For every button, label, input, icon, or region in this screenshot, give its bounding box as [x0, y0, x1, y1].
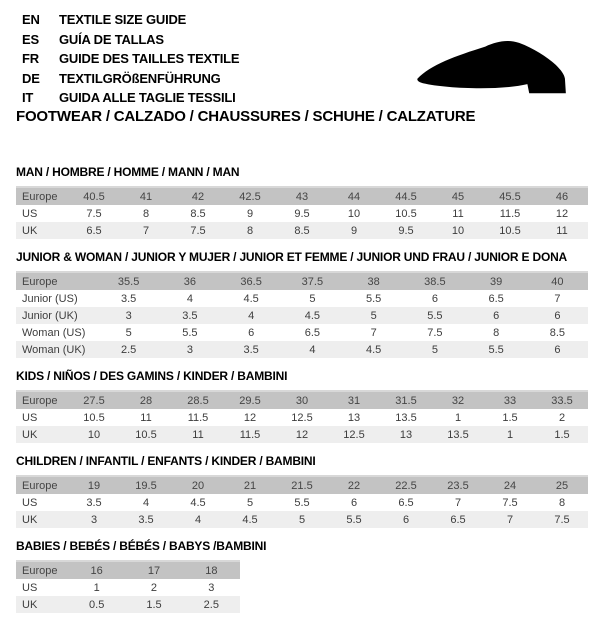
size-value: 30	[276, 391, 328, 409]
table-row	[16, 494, 588, 511]
size-value: 3.5	[120, 511, 172, 528]
size-value: 3.5	[159, 307, 220, 324]
size-table-man	[16, 186, 588, 239]
size-value: 3.5	[221, 341, 282, 358]
size-value: 13.5	[380, 409, 432, 426]
size-table-babies	[16, 560, 240, 613]
size-value: 2	[125, 579, 182, 596]
size-value: 6	[404, 290, 465, 307]
size-value: 38.5	[404, 272, 465, 290]
size-value: 28	[120, 391, 172, 409]
size-value: 3	[159, 341, 220, 358]
size-value: 3.5	[68, 494, 120, 511]
table-row	[16, 205, 588, 222]
size-value: 36	[159, 272, 220, 290]
size-value: 5.5	[404, 307, 465, 324]
size-table-children	[16, 475, 588, 528]
language-row-it	[22, 88, 239, 108]
size-value: 5.5	[159, 324, 220, 341]
row-label: US	[16, 409, 68, 426]
size-value: 7.5	[404, 324, 465, 341]
size-value: 45	[432, 187, 484, 205]
size-value: 7.5	[536, 511, 588, 528]
size-value: 31	[328, 391, 380, 409]
row-label: US	[16, 579, 68, 596]
row-label: Europe	[16, 187, 68, 205]
size-value: 4	[120, 494, 172, 511]
size-value: 7	[120, 222, 172, 239]
language-code: IT	[22, 90, 34, 105]
size-table-junior-woman	[16, 271, 588, 358]
size-value: 11.5	[224, 426, 276, 443]
section-heading: BABIES / BEBÉS / BÉBÉS / BABYS /BAMBINI	[16, 539, 267, 553]
section-heading: JUNIOR & WOMAN / JUNIOR Y MUJER / JUNIOR ET FEMME / JUNIOR UND FRAU / JUNIOR E DONA	[16, 250, 568, 264]
size-value: 5.5	[343, 290, 404, 307]
section-heading: KIDS / NIÑOS / DES GAMINS / KINDER / BAMBINI	[16, 369, 288, 383]
size-value: 5	[404, 341, 465, 358]
size-value: 23.5	[432, 476, 484, 494]
size-value: 17	[125, 561, 182, 579]
section-man	[16, 165, 588, 239]
size-value: 7.5	[484, 494, 536, 511]
size-value: 6.5	[432, 511, 484, 528]
table-row	[16, 187, 588, 205]
table-row	[16, 511, 588, 528]
row-label: UK	[16, 222, 68, 239]
row-label: Europe	[16, 272, 98, 290]
section-kids	[16, 369, 588, 443]
size-value: 3	[98, 307, 159, 324]
size-value: 42.5	[224, 187, 276, 205]
size-value: 6	[221, 324, 282, 341]
section-babies	[16, 539, 588, 613]
row-label: US	[16, 205, 68, 222]
table-row	[16, 409, 588, 426]
size-value: 8	[536, 494, 588, 511]
size-value: 21.5	[276, 476, 328, 494]
size-value: 6.5	[68, 222, 120, 239]
size-table-kids	[16, 390, 588, 443]
size-value: 11.5	[172, 409, 224, 426]
size-value: 33	[484, 391, 536, 409]
size-value: 5	[276, 511, 328, 528]
size-value: 4	[172, 511, 224, 528]
table-row	[16, 579, 240, 596]
size-value: 11	[120, 409, 172, 426]
size-value: 12	[276, 426, 328, 443]
size-value: 1	[68, 579, 125, 596]
size-value: 6	[527, 307, 588, 324]
language-label: TEXTILE SIZE GUIDE	[59, 12, 187, 27]
size-value: 45.5	[484, 187, 536, 205]
size-value: 11	[172, 426, 224, 443]
size-value: 5.5	[328, 511, 380, 528]
language-label: GUIDE DES TAILLES TEXTILE	[59, 51, 240, 66]
size-value: 3	[183, 579, 240, 596]
size-value: 6	[527, 341, 588, 358]
size-value: 36.5	[221, 272, 282, 290]
size-value: 8	[120, 205, 172, 222]
size-value: 10.5	[120, 426, 172, 443]
language-row-de	[22, 69, 239, 89]
size-value: 6	[328, 494, 380, 511]
size-value: 39	[466, 272, 527, 290]
size-value: 12	[536, 205, 588, 222]
table-row	[16, 324, 588, 341]
size-value: 7	[484, 511, 536, 528]
size-value: 7.5	[172, 222, 224, 239]
size-value: 21	[224, 476, 276, 494]
size-value: 10.5	[484, 222, 536, 239]
size-value: 6.5	[282, 324, 343, 341]
language-code: EN	[22, 12, 40, 27]
language-row-en	[22, 10, 239, 30]
row-label: Woman (US)	[16, 324, 98, 341]
size-value: 6	[466, 307, 527, 324]
section-heading: CHILDREN / INFANTIL / ENFANTS / KINDER / BAMBINI	[16, 454, 316, 468]
size-value: 6.5	[380, 494, 432, 511]
size-value: 19	[68, 476, 120, 494]
size-value: 22	[328, 476, 380, 494]
size-value: 29.5	[224, 391, 276, 409]
table-row	[16, 391, 588, 409]
table-row	[16, 476, 588, 494]
language-row-fr	[22, 49, 239, 69]
section-children	[16, 454, 588, 528]
size-value: 8.5	[172, 205, 224, 222]
language-label: GUÍA DE TALLAS	[59, 31, 164, 47]
language-label: GUIDA ALLE TAGLIE TESSILI	[59, 90, 236, 105]
size-value: 11.5	[484, 205, 536, 222]
size-value: 6.5	[466, 290, 527, 307]
size-value: 4.5	[221, 290, 282, 307]
size-value: 12.5	[328, 426, 380, 443]
size-value: 2	[536, 409, 588, 426]
size-value: 4.5	[282, 307, 343, 324]
size-value: 4.5	[224, 511, 276, 528]
size-value: 13	[380, 426, 432, 443]
size-value: 8	[224, 222, 276, 239]
size-value: 9.5	[380, 222, 432, 239]
size-value: 3.5	[98, 290, 159, 307]
size-value: 7.5	[68, 205, 120, 222]
size-value: 7	[432, 494, 484, 511]
size-value: 13	[328, 409, 380, 426]
size-value: 46	[536, 187, 588, 205]
size-value: 5	[282, 290, 343, 307]
size-value: 41	[120, 187, 172, 205]
table-row	[16, 272, 588, 290]
size-value: 12.5	[276, 409, 328, 426]
size-value: 10	[328, 205, 380, 222]
size-value: 8	[466, 324, 527, 341]
size-value: 42	[172, 187, 224, 205]
size-value: 22.5	[380, 476, 432, 494]
size-value: 24	[484, 476, 536, 494]
size-value: 4.5	[172, 494, 224, 511]
row-label: Europe	[16, 391, 68, 409]
language-label: TEXTILGRÖßENFÜHRUNG	[59, 70, 221, 86]
size-value: 7	[527, 290, 588, 307]
language-row-es	[22, 30, 239, 50]
size-value: 5	[224, 494, 276, 511]
table-row	[16, 596, 240, 613]
size-value: 1.5	[484, 409, 536, 426]
size-value: 9	[328, 222, 380, 239]
size-value: 13.5	[432, 426, 484, 443]
table-row	[16, 426, 588, 443]
size-value: 8.5	[276, 222, 328, 239]
row-label: Europe	[16, 561, 68, 579]
table-row	[16, 222, 588, 239]
size-value: 6	[380, 511, 432, 528]
shoe-icon	[412, 32, 586, 96]
size-value: 8.5	[527, 324, 588, 341]
size-value: 18	[183, 561, 240, 579]
size-value: 16	[68, 561, 125, 579]
size-value: 9.5	[276, 205, 328, 222]
table-row	[16, 341, 588, 358]
size-value: 0.5	[68, 596, 125, 613]
size-value: 27.5	[68, 391, 120, 409]
section-junior-woman	[16, 250, 588, 358]
row-label: UK	[16, 426, 68, 443]
row-label: Junior (UK)	[16, 307, 98, 324]
size-value: 7	[343, 324, 404, 341]
size-value: 37.5	[282, 272, 343, 290]
table-row	[16, 561, 240, 579]
size-value: 5.5	[466, 341, 527, 358]
size-value: 31.5	[380, 391, 432, 409]
size-value: 33.5	[536, 391, 588, 409]
language-code: DE	[22, 70, 40, 86]
size-value: 4	[159, 290, 220, 307]
size-value: 1	[484, 426, 536, 443]
size-value: 10	[432, 222, 484, 239]
size-value: 12	[224, 409, 276, 426]
section-heading: MAN / HOMBRE / HOMME / MANN / MAN	[16, 165, 240, 179]
size-value: 5.5	[276, 494, 328, 511]
size-value: 10.5	[68, 409, 120, 426]
size-value: 5	[343, 307, 404, 324]
size-value: 1.5	[125, 596, 182, 613]
size-value: 11	[536, 222, 588, 239]
size-value: 4.5	[343, 341, 404, 358]
table-row	[16, 307, 588, 324]
size-value: 40	[527, 272, 588, 290]
row-label: US	[16, 494, 68, 511]
size-value: 28.5	[172, 391, 224, 409]
size-value: 25	[536, 476, 588, 494]
size-value: 40.5	[68, 187, 120, 205]
size-value: 43	[276, 187, 328, 205]
size-value: 2.5	[183, 596, 240, 613]
language-list	[22, 10, 239, 108]
size-value: 9	[224, 205, 276, 222]
size-value: 44	[328, 187, 380, 205]
size-value: 1	[432, 409, 484, 426]
language-code: ES	[22, 31, 39, 47]
row-label: Junior (US)	[16, 290, 98, 307]
size-value: 1.5	[536, 426, 588, 443]
row-label: UK	[16, 511, 68, 528]
size-value: 10	[68, 426, 120, 443]
size-value: 4	[282, 341, 343, 358]
size-value: 35.5	[98, 272, 159, 290]
size-value: 2.5	[98, 341, 159, 358]
size-value: 5	[98, 324, 159, 341]
size-value: 4	[221, 307, 282, 324]
size-tables	[16, 165, 588, 624]
size-value: 44.5	[380, 187, 432, 205]
row-label: Woman (UK)	[16, 341, 98, 358]
language-code: FR	[22, 51, 39, 66]
category-title: FOOTWEAR / CALZADO / CHAUSSURES / SCHUHE / CALZATURE	[16, 108, 476, 125]
row-label: UK	[16, 596, 68, 613]
size-value: 10.5	[380, 205, 432, 222]
size-value: 32	[432, 391, 484, 409]
size-value: 3	[68, 511, 120, 528]
size-value: 20	[172, 476, 224, 494]
size-value: 38	[343, 272, 404, 290]
size-value: 19.5	[120, 476, 172, 494]
size-value: 11	[432, 205, 484, 222]
table-row	[16, 290, 588, 307]
row-label: Europe	[16, 476, 68, 494]
